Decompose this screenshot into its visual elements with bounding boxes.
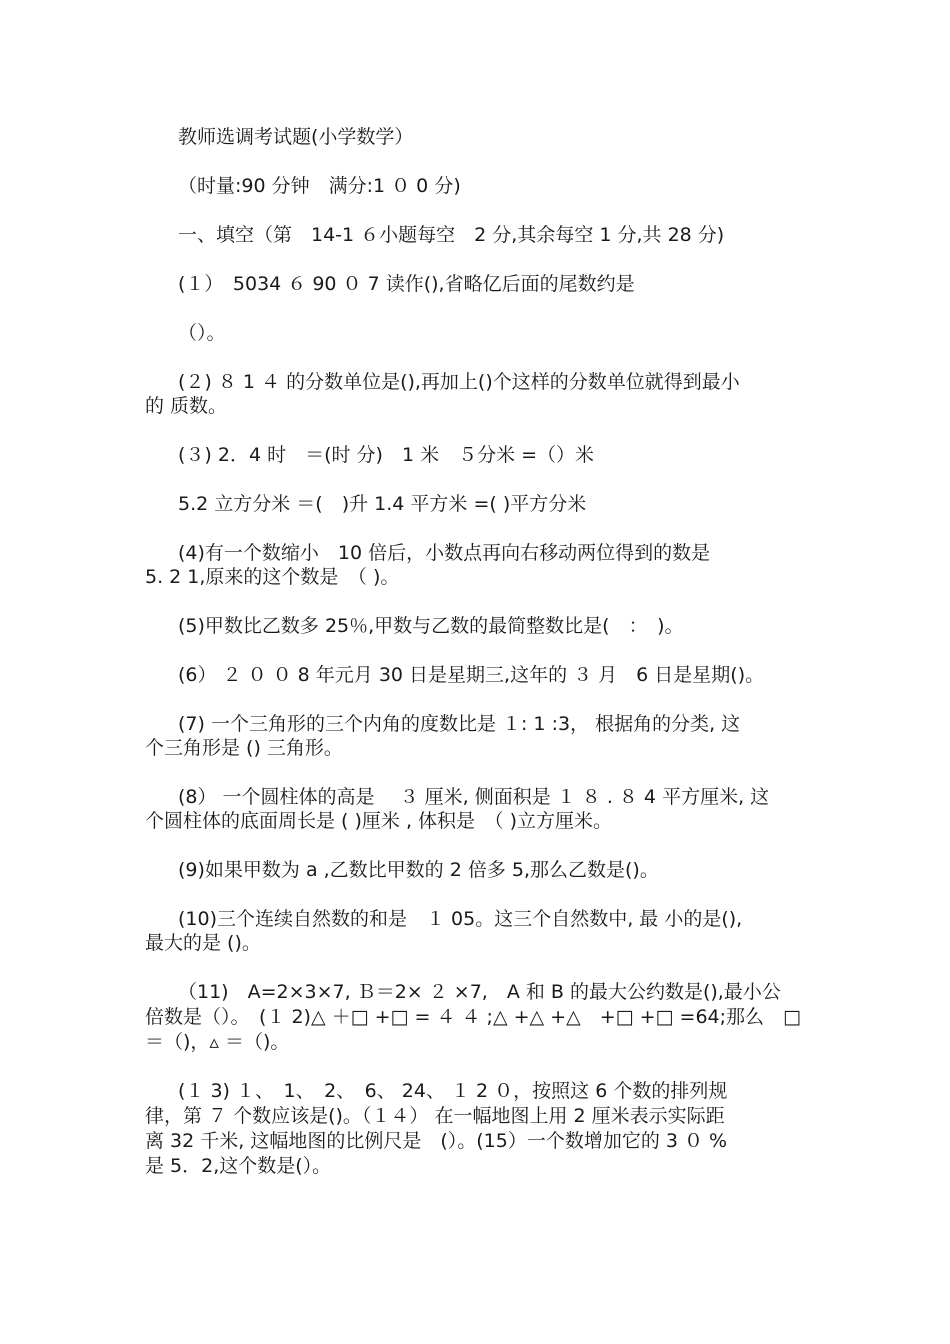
question-11-line-3: ＝（)，▵ ＝（)。 bbox=[145, 1031, 290, 1053]
exam-title: 教师选调考试题(小学数学） bbox=[178, 126, 414, 148]
question-8-line-2: 个圆柱体的底面周长是 ( )厘米 , 体积是 （ )立方厘米。 bbox=[145, 810, 612, 832]
question-4-line-1: (4)有一个数缩小 10 倍后，小数点再向右移动两位得到的数是 bbox=[178, 542, 711, 564]
question-3-line-1: (３) 2．4 时 ＝(时 分) 1 米 ５分米 =（）米 bbox=[178, 444, 595, 466]
question-4-line-2: 5. 2 1,原来的这个数是 （ )。 bbox=[145, 566, 400, 588]
question-8-line-1: (8） 一个圆柱体的高是 ３ 厘米, 侧面积是 １ ８ . ８ 4 平方厘米, 这 bbox=[178, 786, 770, 808]
question-13-line-3: 离 32 千米, 这幅地图的比例尺是 (）。(15）一个数增加它的 3 ０ % bbox=[145, 1130, 728, 1152]
question-6: (6） ２ ０ ０ 8 年元月 30 日是星期三,这年的 ３ 月 6 日是星期()。 bbox=[178, 664, 765, 686]
question-7-line-1: (7) 一个三角形的三个内角的度数比是 １: 1 :3， 根据角的分类, 这 bbox=[178, 713, 741, 735]
question-10-line-2: 最大的是 ()。 bbox=[145, 932, 261, 954]
question-13-line-2: 律，第 ７ 个数应该是()。（１４） 在一幅地图上用 2 厘米表示实际距 bbox=[145, 1105, 725, 1127]
question-2-line-2: 的 质数。 bbox=[145, 395, 228, 417]
exam-meta: （时量:90 分钟 满分:1 ０ 0 分) bbox=[178, 175, 461, 197]
section-heading: 一、填空（第 14-1 ６小题每空 2 分,其余每空 1 分,共 28 分) bbox=[178, 224, 725, 246]
question-2-line-1: (２) ８ 1 ４ 的分数单位是(),再加上()个这样的分数单位就得到最小 bbox=[178, 371, 740, 393]
question-3-line-2: 5.2 立方分米 ＝( )升 1.4 平方米 =( )平方分米 bbox=[178, 493, 587, 515]
question-10-line-1: (10)三个连续自然数的和是 １ 05。这三个自然数中, 最 小的是(), bbox=[178, 908, 743, 930]
question-11-line-1: （11) A=2×3×7, Ｂ＝2× ２ ×7, A 和 B 的最大公约数是(),最小公 bbox=[178, 981, 781, 1003]
question-13-line-1: (１ 3) １、 1、 2、 6、 24、 １ 2 ０，按照这 6 个数的排列规 bbox=[178, 1080, 728, 1102]
question-11-line-2: 倍数是（）。 (１ 2)△ ＋□ +□ = ４ ４ ;△ +△ +△ +□ +□ =64;那么 □ bbox=[145, 1006, 801, 1028]
question-7-line-2: 个三角形是 () 三角形。 bbox=[145, 737, 343, 759]
question-9: (9)如果甲数为 a ,乙数比甲数的 2 倍多 5,那么乙数是()。 bbox=[178, 859, 659, 881]
question-1-line-2: （）。 bbox=[178, 322, 226, 344]
question-13-line-4: 是 5．2,这个数是(）。 bbox=[145, 1155, 332, 1177]
question-1-line-1: (１） 5034 ６ 90 ０ 7 读作(),省略亿后面的尾数约是 bbox=[178, 273, 635, 295]
question-5: (5)甲数比乙数多 25％,甲数与乙数的最简整数比是( ： )。 bbox=[178, 615, 684, 637]
